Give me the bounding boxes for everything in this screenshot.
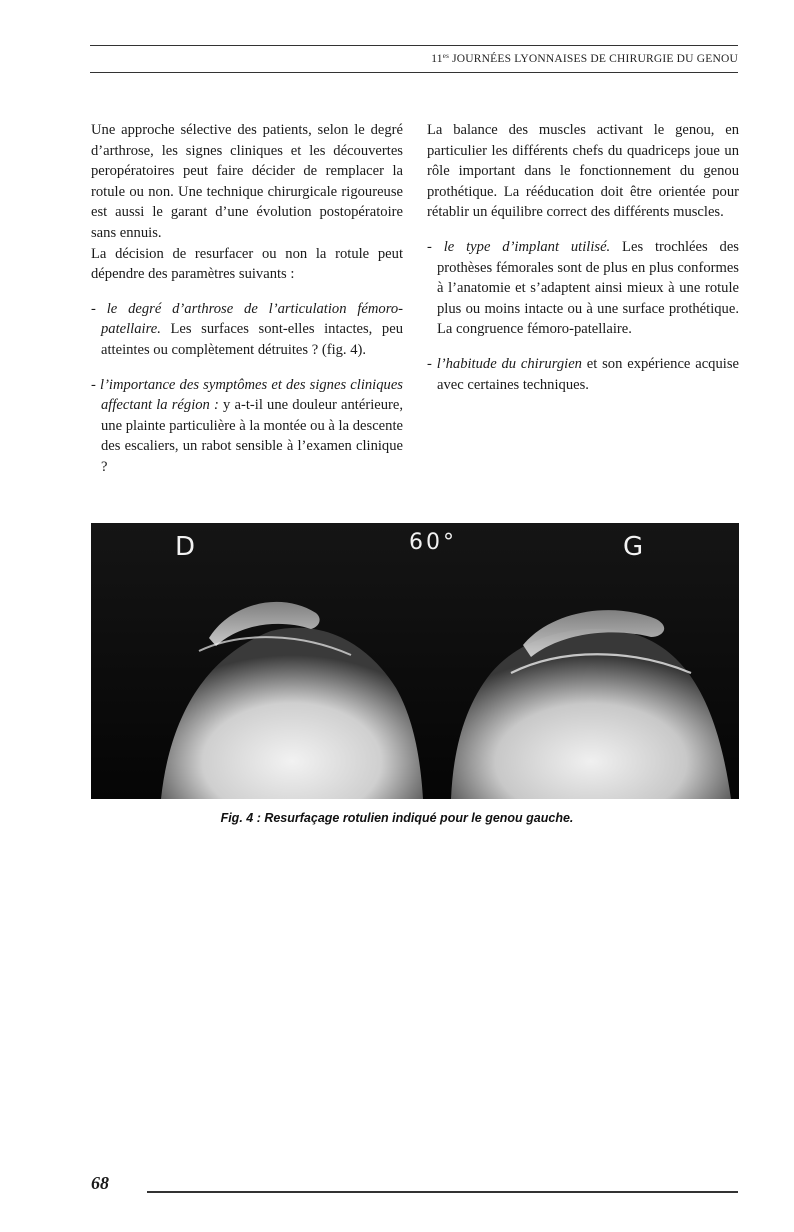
figure-label-left: D bbox=[175, 532, 196, 562]
list-item-term: l’habitude du chirurgien bbox=[436, 355, 582, 372]
running-header bbox=[431, 52, 738, 65]
header-title: JOURNÉES LYONNAISES DE CHIRURGIE DU GENOU bbox=[452, 53, 738, 65]
intro-paragraph: Une approche sélective des patients, selon le degré d’arthrose, les signes cliniques et les découvertes peropératoires peut faire décider de remplacer la rotule ou non. Une technique chirurgicale rigoureuse est aussi le garant d’une évolution postopératoire sans ennuis. bbox=[91, 122, 403, 241]
list-item: - l’habitude du chirurgien et son expérience acquise avec certaines techniques. bbox=[427, 355, 739, 393]
list-item-term: le type d’implant utilisé. bbox=[443, 238, 611, 255]
figure-label-right: G bbox=[623, 532, 644, 562]
list-item-text: et son expérience acquise avec certaines techniques. bbox=[437, 355, 739, 393]
figure-caption: Fig. 4 : Resurfaçage rotulien indiqué pour le genou gauche. bbox=[220, 811, 574, 825]
header-rule-top bbox=[90, 45, 738, 46]
left-column bbox=[91, 120, 403, 478]
figure-label-angle: 60° bbox=[409, 530, 457, 555]
knee-radiograph bbox=[91, 523, 739, 799]
list-item: - l’importance des symptômes et des signes cliniques affectant la région : y a-t-il une douleur antérieure, une plainte particulière à la montée ou à la descente des escaliers, un rabot sensible à l’examen clinique ? bbox=[91, 376, 404, 475]
muscle-balance-paragraph: La balance des muscles activant le genou, en particulier les différents chefs du quadriceps joue un rôle important dans le fonctionnement du genou prothétique. La rééducation doit être orientée pour rétablir un équilibre correct des différents muscles. bbox=[427, 122, 739, 221]
list-item-text: Les surfaces sont-elles intactes, peu atteintes ou complètement détruites ? (fig. 4). bbox=[101, 321, 403, 358]
page-number: 68 bbox=[91, 1173, 109, 1193]
list-item-text: Les trochlées des prothèses fémorales sont de plus en plus conformes à l’anatomie et s’adaptent ainsi mieux à une rotule plus ou moins intacte ou à une surface prothétique. La congruence fémoro-patellaire. bbox=[437, 238, 739, 338]
list-item: - le type d’implant utilisé. Les trochlées des prothèses fémorales sont de plus en plus conformes à l’anatomie et s’adaptent ainsi mieux à une rotule plus ou moins intacte ou à une surface prothétique. La congruence fémoro-patellaire. bbox=[427, 238, 739, 338]
header-rule-bottom bbox=[90, 72, 738, 73]
decision-paragraph: La décision de resurfacer ou non la rotule peut dépendre des paramètres suivants : bbox=[91, 245, 403, 283]
list-item-term: l’importance des symptômes et des signes cliniques affectant la région : bbox=[100, 376, 403, 414]
header-ordinal: 11 bbox=[431, 53, 443, 65]
list-item: - le degré d’arthrose de l’articulation fémoro-patellaire. Les surfaces sont-elles intactes, peu atteintes ou complètement détruites ? (fig. 4). bbox=[91, 300, 403, 358]
footer-rule bbox=[147, 1191, 738, 1193]
right-column bbox=[427, 120, 739, 395]
list-item-text: y a-t-il une douleur antérieure, une plainte particulière à la montée ou à la descente des escaliers, un rabot sensible à l’examen clinique ? bbox=[101, 397, 404, 475]
header-ordinal-suffix: es bbox=[442, 52, 449, 60]
list-item-term: le degré d’arthrose de l’articulation fémoro-patellaire. bbox=[101, 300, 403, 338]
xray-figure bbox=[91, 523, 739, 799]
